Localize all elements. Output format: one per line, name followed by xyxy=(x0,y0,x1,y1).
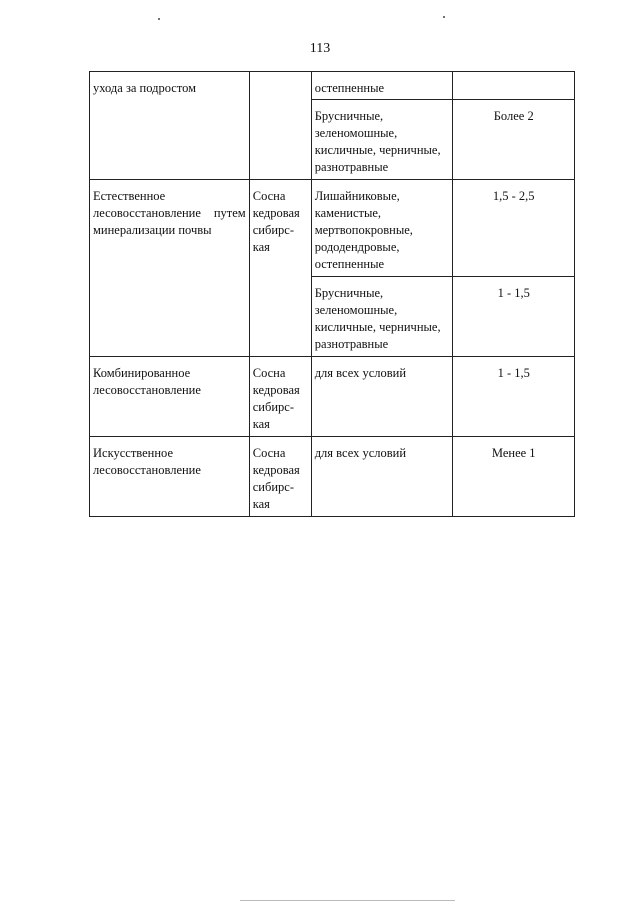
forest-types-cell: Брусничные, зеленомошные, кисличные, черничные, разнотравные xyxy=(311,100,453,180)
value-cell xyxy=(453,72,575,100)
forest-types-cell: для всех условий xyxy=(311,437,453,517)
species-cell: Сосна кедровая сибирс- кая xyxy=(249,180,311,357)
value-cell: 1 - 1,5 xyxy=(453,357,575,437)
forest-types-cell: Брусничные, зеленомошные, кисличные, черничные, разнотравные xyxy=(311,277,453,357)
table-row xyxy=(90,437,575,517)
table-row xyxy=(90,180,575,277)
method-cell: ухода за подростом xyxy=(90,72,250,180)
forest-types-cell: Лишайниковые, каменистые, мертвопокровные, рододендровые, остепненные xyxy=(311,180,453,277)
forest-types-cell: остепненные xyxy=(311,72,453,100)
method-cell: Искусственное лесовосстановление xyxy=(90,437,250,517)
value-cell: 1,5 - 2,5 xyxy=(453,180,575,277)
value-cell: Более 2 xyxy=(453,100,575,180)
species-cell xyxy=(249,72,311,180)
method-cell: Естественное лесовосстановление путем минерализации почвы xyxy=(90,180,250,357)
species-cell: Сосна кедровая сибирс- кая xyxy=(249,357,311,437)
value-cell: 1 - 1,5 xyxy=(453,277,575,357)
table-row xyxy=(90,72,575,100)
forest-types-cell: для всех условий xyxy=(311,357,453,437)
page-number: 113 xyxy=(309,41,331,56)
scan-speck xyxy=(158,18,160,20)
forest-restoration-table xyxy=(89,71,575,517)
scan-edge-line xyxy=(240,900,455,901)
table-row xyxy=(90,357,575,437)
value-cell: Менее 1 xyxy=(453,437,575,517)
method-cell: Комбинированное лесовосстановление xyxy=(90,357,250,437)
scan-speck xyxy=(443,16,445,18)
species-cell: Сосна кедровая сибирс- кая xyxy=(249,437,311,517)
